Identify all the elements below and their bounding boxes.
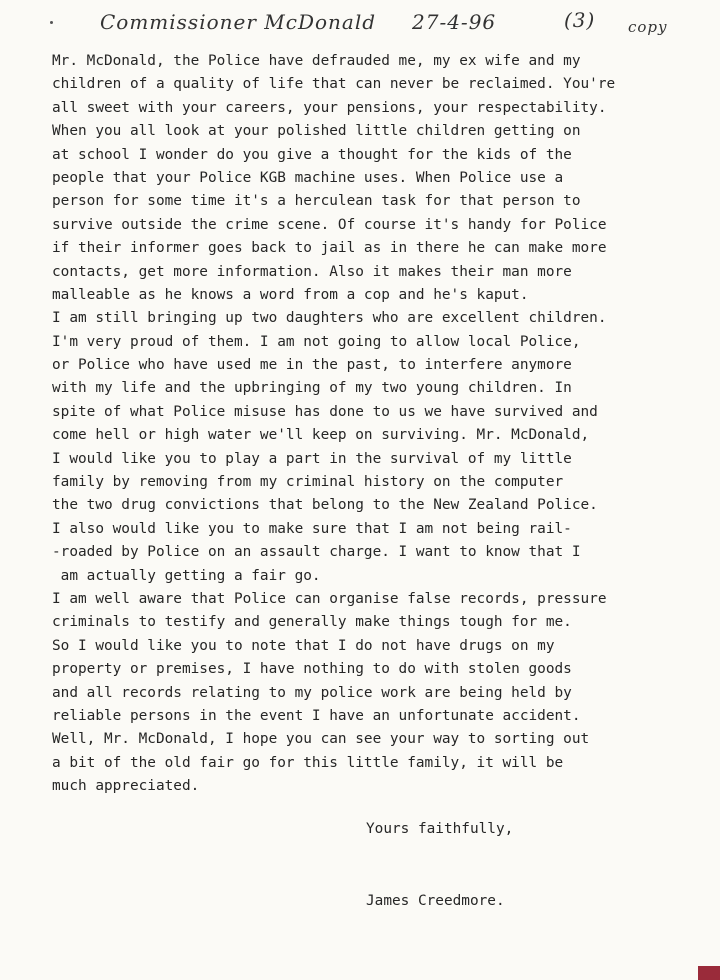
letter-line: I would like you to play a part in the survival of my little: [52, 450, 572, 467]
ink-dot: [50, 21, 53, 24]
corner-color-tab: [698, 966, 720, 980]
letter-line: malleable as he knows a word from a cop and he's kaput.: [52, 286, 529, 303]
letter-line: and all records relating to my police work are being held by: [52, 684, 572, 701]
letter-line: spite of what Police misuse has done to us we have survived and: [52, 403, 598, 420]
letter-line: people that your Police KGB machine uses. When Police use a: [52, 169, 564, 186]
letter-line: property or premises, I have nothing to do with stolen goods: [52, 661, 572, 678]
letter-line: or Police who have used me in the past, to interfere anymore: [52, 357, 572, 374]
letter-line: the two drug convictions that belong to the New Zealand Police.: [52, 497, 598, 514]
letter-line: Well, Mr. McDonald, I hope you can see your way to sorting out: [52, 731, 590, 748]
letter-line: family by removing from my criminal history on the computer: [52, 474, 564, 491]
letter-line: am actually getting a fair go.: [52, 567, 321, 584]
letter-closing: Yours faithfully,: [366, 821, 514, 837]
handwritten-header: [0, 0, 720, 48]
letter-line: -roaded by Police on an assault charge. I want to know that I: [52, 544, 581, 561]
letter-line: I am still bringing up two daughters who are excellent children.: [52, 310, 607, 327]
letter-line: with my life and the upbringing of my two young children. In: [52, 380, 572, 397]
letter-line: So I would like you to note that I do not have drugs on my: [52, 637, 555, 654]
handwritten-page-number: (3): [564, 8, 596, 32]
letter-signature: James Creedmore.: [366, 893, 505, 909]
letter-line: come hell or high water we'll keep on surviving. Mr. McDonald,: [52, 427, 590, 444]
letter-line: When you all look at your polished little children getting on: [52, 123, 581, 140]
letter-line: much appreciated.: [52, 778, 200, 795]
letter-line: reliable persons in the event I have an unfortunate accident.: [52, 707, 581, 724]
handwritten-date: 27-4-96: [412, 10, 497, 34]
letter-line: I'm very proud of them. I am not going to allow local Police,: [52, 333, 581, 350]
letter-line: a bit of the old fair go for this little family, it will be: [52, 754, 564, 771]
letter-line: contacts, get more information. Also it makes their man more: [52, 263, 572, 280]
handwritten-copy-mark: copy: [628, 18, 668, 36]
handwritten-recipient: Commissioner McDonald: [100, 10, 377, 34]
letter-line: criminals to testify and generally make things tough for me.: [52, 614, 572, 631]
letter-line: I also would like you to make sure that I am not being rail-: [52, 520, 572, 537]
letter-line: children of a quality of life that can never be reclaimed. You're: [52, 76, 616, 93]
letter-line: all sweet with your careers, your pensions, your respectability.: [52, 99, 607, 116]
letter-line: survive outside the crime scene. Of course it's handy for Police: [52, 216, 607, 233]
letter-line: I am well aware that Police can organise false records, pressure: [52, 590, 607, 607]
letter-line: if their informer goes back to jail as in there he can make more: [52, 240, 607, 257]
letter-body: [52, 50, 692, 799]
letter-line: at school I wonder do you give a thought for the kids of the: [52, 146, 572, 163]
letter-line: person for some time it's a herculean task for that person to: [52, 193, 581, 210]
letter-line: Mr. McDonald, the Police have defrauded me, my ex wife and my: [52, 53, 581, 69]
